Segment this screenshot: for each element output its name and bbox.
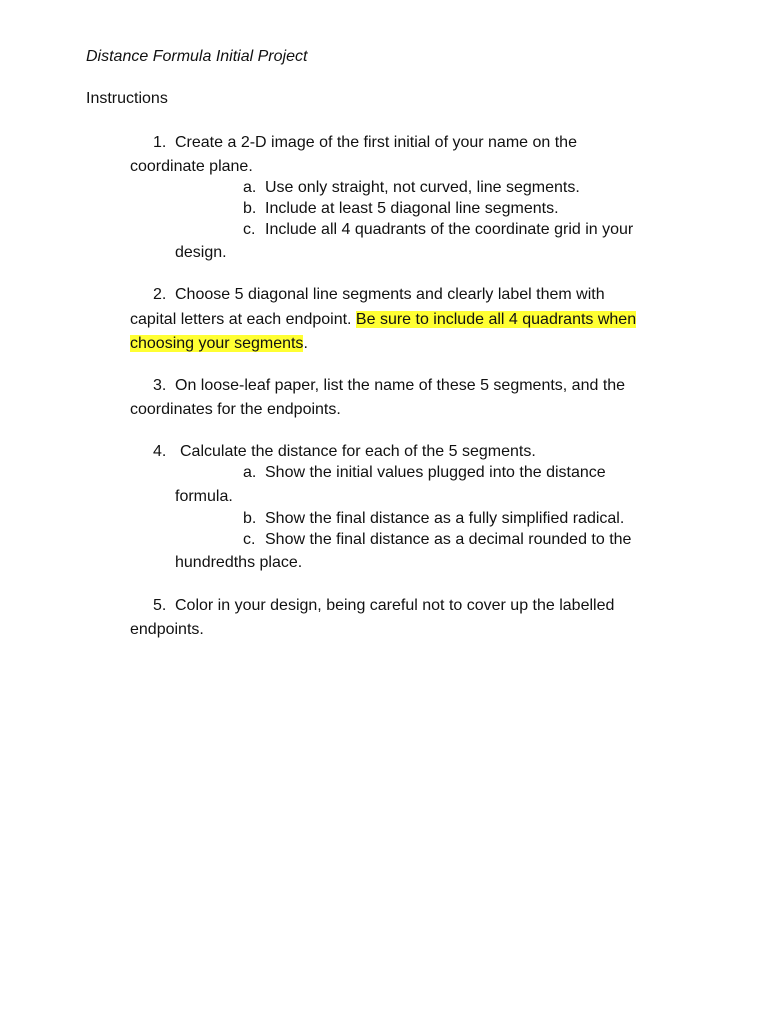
item-4c: c. Show the final distance as a decimal rounded to the [243, 531, 632, 548]
item-5-line-2: endpoints. [130, 621, 204, 638]
item-4a: a. Show the initial values plugged into the distance [243, 464, 606, 481]
item-2-line-2: capital letters at each endpoint. Be sure to include all 4 quadrants when [130, 311, 637, 328]
item-4c-continuation: hundredths place. [175, 554, 303, 571]
item-1a: a. Use only straight, not curved, line segments. [243, 179, 580, 196]
item-4b: b. Show the final distance as a fully simplified radical. [243, 510, 625, 527]
item-3-line-1: 3. On loose-leaf paper, list the name of these 5 segments, and the [153, 377, 626, 394]
item-4-number: 4. [153, 443, 167, 460]
item-3-number: 3. [153, 377, 167, 394]
item-4a-continuation: formula. [175, 488, 233, 505]
item-4-line-1: 4. Calculate the distance for each of the 5 segments. [153, 443, 536, 460]
item-5-line-1: 5. Color in your design, being careful not to cover up the labelled [153, 597, 615, 614]
item-1-line-1: 1. Create a 2-D image of the first initial of your name on the [153, 134, 577, 151]
item-5-number: 5. [153, 597, 167, 614]
item-2-line-1: 2. Choose 5 diagonal line segments and clearly label them with [153, 286, 605, 303]
item-1c-continuation: design. [175, 244, 227, 261]
item-1-number: 1. [153, 134, 167, 151]
item-2-line-3: choosing your segments. [130, 335, 308, 352]
document-title: Distance Formula Initial Project [86, 48, 308, 65]
item-3-line-2: coordinates for the endpoints. [130, 401, 341, 418]
item-1c: c. Include all 4 quadrants of the coordinate grid in your [243, 221, 634, 238]
highlighted-text: Be sure to include all 4 quadrants when [355, 311, 637, 328]
item-1b: b. Include at least 5 diagonal line segments. [243, 200, 559, 217]
instructions-heading: Instructions [86, 90, 168, 107]
highlighted-text-continued: choosing your segments [130, 335, 304, 352]
item-1-line-2: coordinate plane. [130, 158, 253, 175]
item-2-number: 2. [153, 286, 167, 303]
